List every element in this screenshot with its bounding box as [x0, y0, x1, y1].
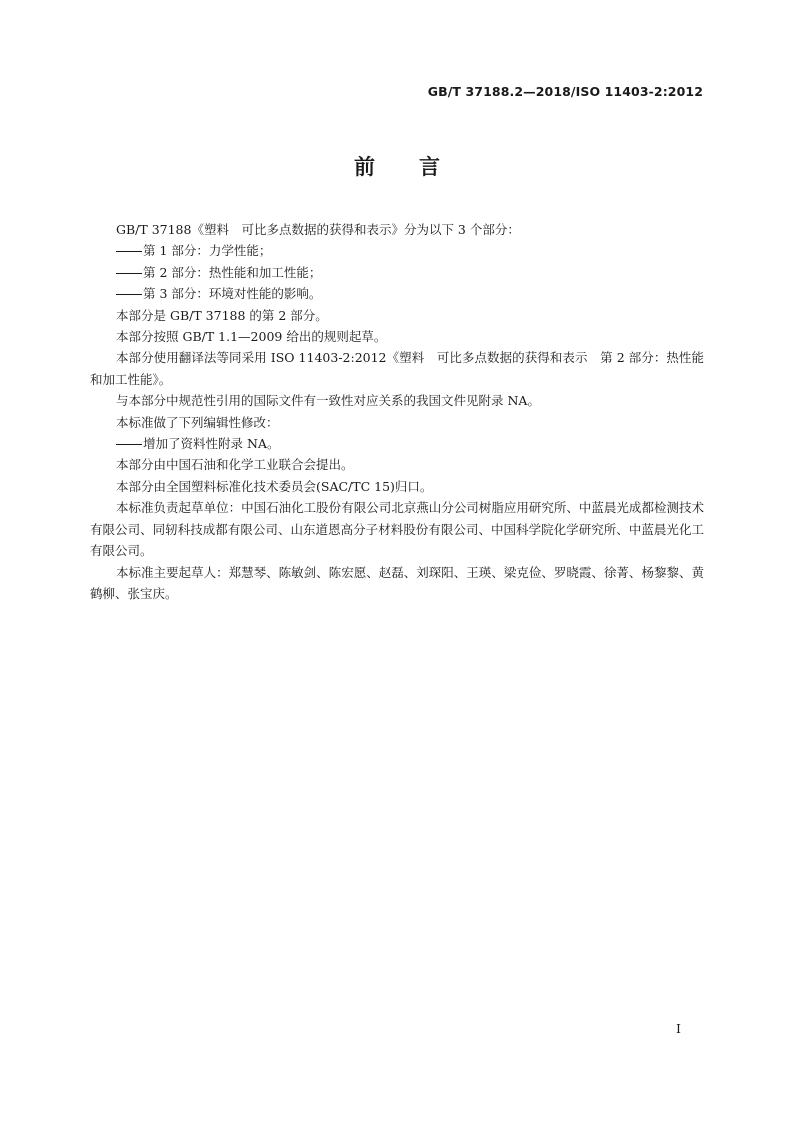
- paragraph-editorial-changes: 本标准做了下列编辑性修改：: [116, 414, 279, 430]
- paragraph-annex-reference: 与本部分中规范性引用的国际文件有一致性对应关系的我国文件见附录 NA。: [116, 393, 540, 409]
- list-item-text: 第 1 部分：力学性能；: [143, 243, 272, 259]
- page-number: I: [676, 1021, 681, 1036]
- list-item-text: 第 3 部分：环境对性能的影响。: [143, 286, 322, 302]
- standard-code: GB/T 37188.2—2018/ISO 11403-2:2012: [427, 84, 703, 99]
- list-item-part-1: [90, 240, 704, 261]
- em-dash-mark: [116, 251, 142, 252]
- paragraph-part-note: 本部分是 GB/T 37188 的第 2 部分。: [116, 307, 328, 323]
- paragraph-adoption: 本部分使用翻译法等同采用 ISO 11403-2:2012《塑料 可比多点数据的获得和表示 第 2 部分：热性能和加工性能》。: [90, 350, 704, 387]
- list-item-part-3: [90, 283, 704, 304]
- em-dash-mark: [116, 444, 142, 445]
- paragraph-drafting-units: 本标准负责起草单位：中国石油化工股份有限公司北京燕山分公司树脂应用研究所、中蓝晨光成都检测技术有限公司、同轫科技成都有限公司、山东道恩高分子材料股份有限公司、中国科学院化学研究所、中蓝晨光化工有限公司。: [90, 500, 704, 559]
- em-dash-mark: [116, 273, 142, 274]
- paragraph-drafting-rule: 本部分按照 GB/T 1.1—2009 给出的规则起草。: [116, 329, 387, 345]
- em-dash-mark: [116, 294, 142, 295]
- list-item-annex-added: [90, 433, 704, 454]
- list-item-text: 第 2 部分：热性能和加工性能；: [143, 264, 322, 280]
- list-item-part-2: [90, 262, 704, 283]
- paragraph-drafters: 本标准主要起草人：郑慧琴、陈敏剑、陈宏愿、赵磊、刘琛阳、王瑛、梁克俭、罗晓霞、徐菁、杨黎黎、黄鹤柳、张宝庆。: [90, 564, 704, 601]
- document-body: [90, 219, 704, 604]
- paragraph-intro: GB/T 37188《塑料 可比多点数据的获得和表示》分为以下 3 个部分：: [116, 222, 520, 237]
- paragraph-proposer: 本部分由中国石油和化学工业联合会提出。: [116, 457, 354, 473]
- list-item-text: 增加了资料性附录 NA。: [143, 436, 280, 452]
- paragraph-committee: 本部分由全国塑料标准化技术委员会(SAC/TC 15)归口。: [116, 478, 433, 494]
- page-title: 前言: [354, 155, 484, 179]
